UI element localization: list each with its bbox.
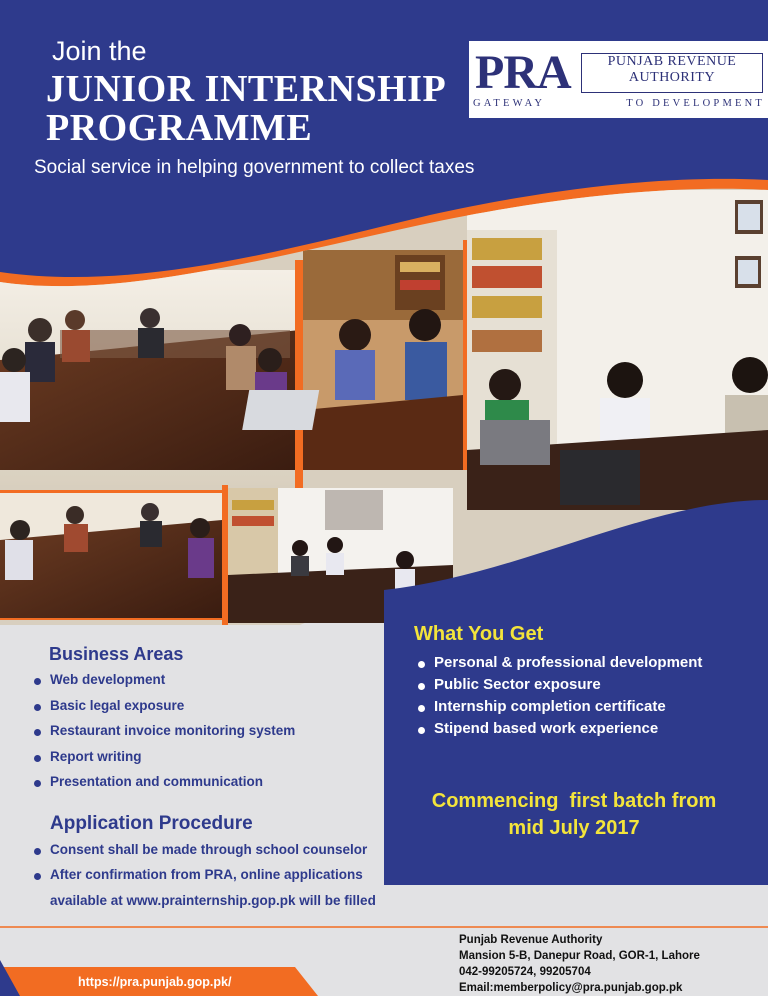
list-item: Consent shall be made through school counselor xyxy=(34,842,367,867)
logo-name-line-2: AUTHORITY xyxy=(628,70,716,85)
application-procedure-title: Application Procedure xyxy=(50,813,253,834)
list-item: Web development xyxy=(34,672,295,698)
footer-street: Mansion 5-B, Danepur Road, GOR-1, Lahore xyxy=(459,950,700,962)
business-areas-title: Business Areas xyxy=(49,644,184,664)
application-procedure-list xyxy=(34,842,367,892)
what-you-get-list xyxy=(418,654,702,742)
join-text: Join the xyxy=(52,36,147,66)
application-procedure-continuation: available at www.prainternship.gop.pk will be filled xyxy=(50,893,376,908)
pra-logo xyxy=(469,41,768,118)
business-areas-list xyxy=(34,672,295,800)
list-item: Presentation and communication xyxy=(34,774,295,800)
logo-tagline-left: GATEWAY xyxy=(473,98,546,109)
list-item: Report writing xyxy=(34,749,295,775)
page-title xyxy=(46,70,446,148)
logo-tagline-right: TO DEVELOPMENT xyxy=(626,98,765,109)
list-item: Internship completion certificate xyxy=(418,698,702,720)
title-line-2: PROGRAMME xyxy=(46,107,313,149)
list-item: Personal & professional development xyxy=(418,654,702,676)
commencing-line-1: Commencing first batch from xyxy=(431,790,717,812)
commencing-note xyxy=(400,788,748,842)
list-item: Basic legal exposure xyxy=(34,698,295,724)
logo-name xyxy=(581,54,763,86)
what-you-get-title: What You Get xyxy=(414,623,544,645)
logo-abbrev: PRA xyxy=(475,46,571,99)
logo-tagline xyxy=(473,98,765,109)
list-item: After confirmation from PRA, online applications xyxy=(34,867,367,892)
list-item: Restaurant invoice monitoring system xyxy=(34,723,295,749)
commencing-line-2: mid July 2017 xyxy=(508,817,640,839)
logo-name-line-1: PUNJAB REVENUE xyxy=(607,54,737,69)
footer-address xyxy=(459,932,700,996)
title-line-1: JUNIOR INTERNSHIP xyxy=(46,68,447,110)
list-item: Stipend based work experience xyxy=(418,720,702,742)
subtitle: Social service in helping government to collect taxes xyxy=(34,157,475,178)
list-item: Public Sector exposure xyxy=(418,676,702,698)
footer-org: Punjab Revenue Authority xyxy=(459,934,603,946)
footer-email[interactable]: Email:memberpolicy@pra.punjab.gop.pk xyxy=(459,982,683,994)
footer-phone: 042-99205724, 99205704 xyxy=(459,966,591,978)
footer-url-link[interactable]: https://pra.punjab.gop.pk/ xyxy=(78,975,232,989)
